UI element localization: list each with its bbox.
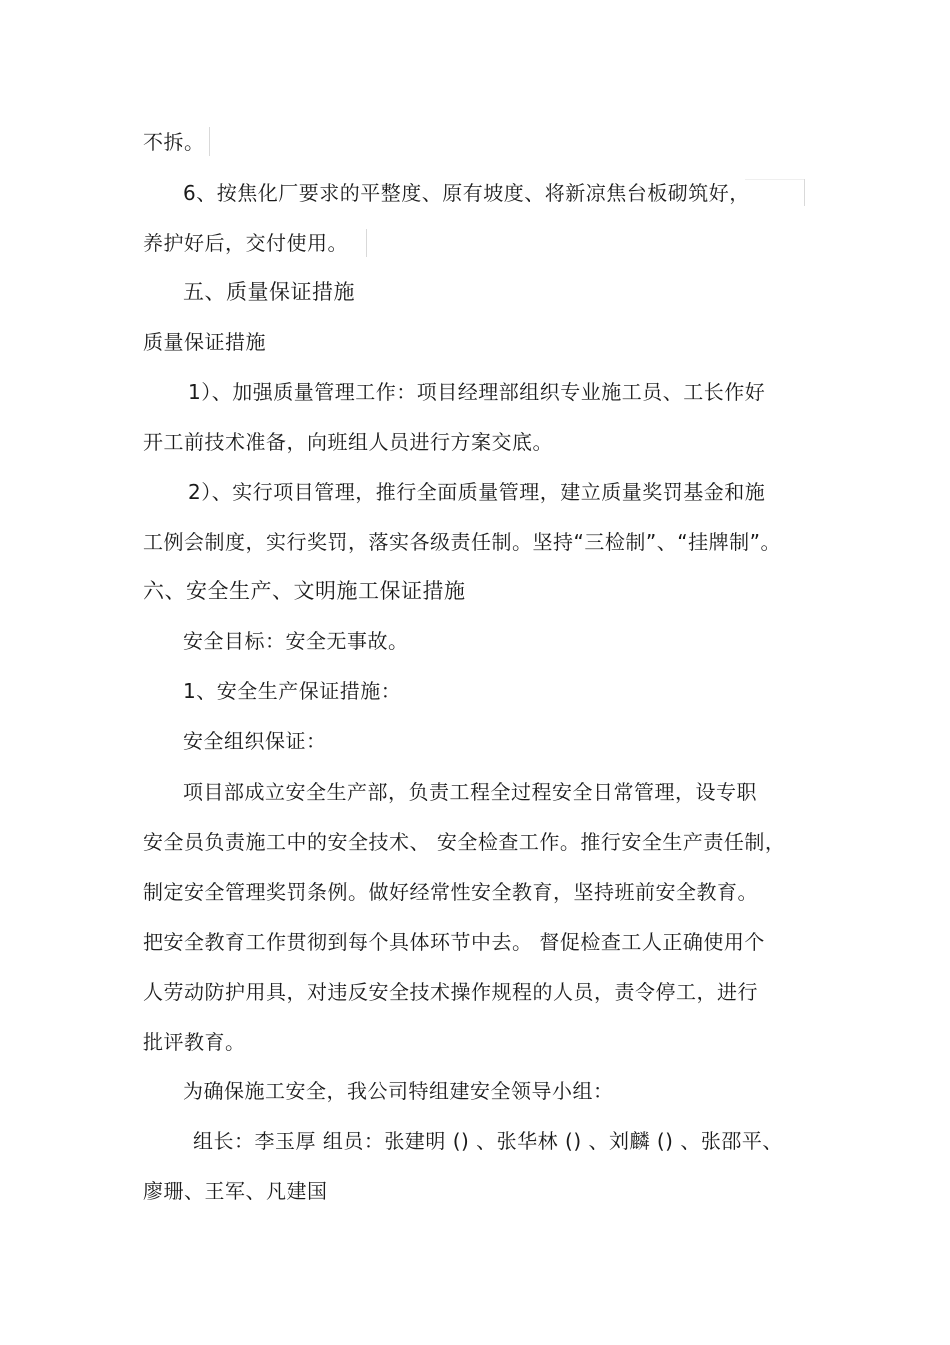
margin-mark <box>366 229 367 257</box>
subheading-quality: 质量保证措施 <box>143 330 266 354</box>
text-line-leadership: 为确保施工安全，我公司特组建安全领导小组： <box>183 1079 614 1103</box>
text-line-item-6: 6、按焦化厂要求的平整度、原有坡度、将新凉焦台板砌筑好， <box>183 181 750 205</box>
margin-mark <box>745 179 805 180</box>
text-line-continuation: 不拆。 <box>143 130 205 154</box>
text-line-safety-org: 安全组织保证： <box>183 729 327 753</box>
text-line-paragraph: 把安全教育工作贯彻到每个具体环节中去。 督促检查工人正确使用个 <box>143 930 765 954</box>
text-line-quality-2-cont: 工例会制度，实行奖罚，落实各级责任制。坚持“三检制”、“挂牌制”。 <box>143 530 781 554</box>
text-line-paragraph: 项目部成立安全生产部，负责工程全过程安全日常管理，设专职 <box>183 780 757 804</box>
text-line-quality-2: 2）、实行项目管理，推行全面质量管理，建立质量奖罚基金和施 <box>188 480 766 504</box>
text-line-quality-1: 1）、加强质量管理工作：项目经理部组织专业施工员、工长作好 <box>188 380 766 404</box>
text-line-paragraph: 人劳动防护用具，对违反安全技术操作规程的人员，责令停工，进行 <box>143 980 758 1004</box>
margin-mark <box>804 179 805 206</box>
text-line-members: 组长：李玉厚 组员：张建明 () 、张华林 () 、刘麟 () 、张邵平、 <box>193 1129 783 1153</box>
text-line-paragraph: 批评教育。 <box>143 1030 246 1054</box>
section-heading-safety: 六、安全生产、文明施工保证措施 <box>143 579 466 603</box>
text-line-quality-1-cont: 开工前技术准备，向班组人员进行方案交底。 <box>143 430 553 454</box>
text-line-paragraph: 制定安全管理奖罚条例。做好经常性安全教育，坚持班前安全教育。 <box>143 880 758 904</box>
text-line-safety-goal: 安全目标：安全无事故。 <box>183 629 409 653</box>
margin-mark <box>209 127 210 156</box>
text-line-item-6-cont: 养护好后，交付使用。 <box>143 231 348 255</box>
text-line-members-cont: 廖珊、王军、凡建国 <box>143 1179 328 1203</box>
text-line-safety-measures: 1、安全生产保证措施： <box>183 679 402 703</box>
section-heading-quality: 五、质量保证措施 <box>183 280 355 304</box>
text-line-paragraph: 安全员负责施工中的安全技术、 安全检查工作。推行安全生产责任制， <box>143 830 786 854</box>
